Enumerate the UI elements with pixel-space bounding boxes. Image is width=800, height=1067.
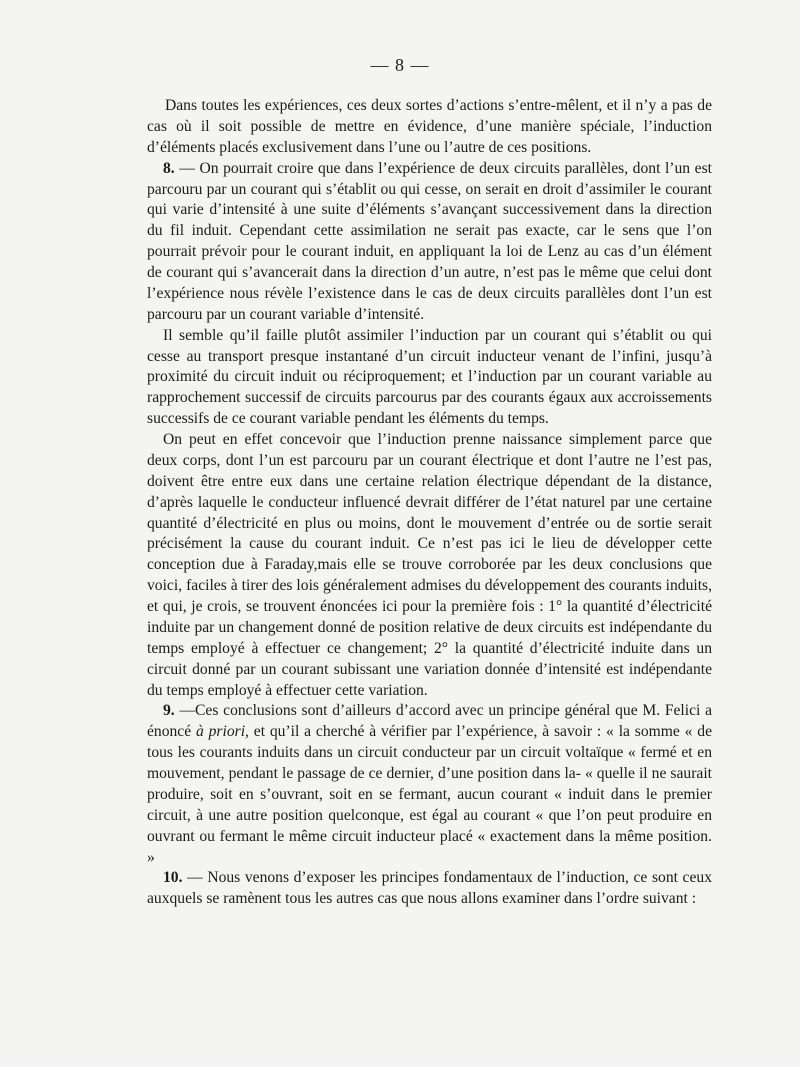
paragraph-8-conclusions (147, 430, 712, 701)
body-text (147, 96, 712, 910)
paragraph-text: — Nous venons d’exposer les principes fondamentaux de l’induction, ce sont ceux auxquels se ramènent tous les autres cas que nous allons examiner dans l’ordre suivant : (147, 869, 712, 908)
paragraph-text: — On pourrait croire que dans l’expérience de deux circuits parallèles, dont l’un est parcouru par un courant qui s’établit ou qui cesse, on serait en droit d’assimiler le courant qui varie d’intensité à une suite d’éléments s’avançant successivement dans la direction du fil induit. Cependant cette assimilation ne serait pas exacte, car le sens que l’on pourrait prévoir pour le courant induit, en appliquant la loi de Lenz au cas d’un élément de courant qui s’avancerait dans la direction d’un autre, n’est pas le même que celui dont l’expérience nous révèle l’existence dans le cas de deux circuits parallèles dont l’un est parcouru par un courant variable d’intensité. (147, 159, 712, 323)
paragraph-number: 9. (163, 702, 175, 720)
paragraph-8 (147, 159, 712, 326)
paragraph-text: On peut en effet concevoir que l’induction prenne naissance simplement parce que deux corps, dont l’un est parcouru par un courant électrique et dont l’autre ne l’est pas, doivent être entre eux dans une certaine relation électrique dépendant de la distance, d’après laquelle le conducteur influencé devrait différer de l’état naturel par une certaine quantité d’électricité en plus ou moins, dont le mouvement d’entrée ou de sortie serait précisément la cause du courant induit. Ce n’est pas ici le lieu de développer cette conception due à Faraday,mais elle se trouve corroborée par les deux conclusions que voici, faciles à tirer des lois généralement admises du développement des courants induits, et qui, je crois, se trouvent énoncées ici pour la première fois : 1° la quantité d’électricité induite par un changement donné de position relative de deux circuits est indépendante du temps employé à effectuer ce changement; 2° la quantité d’électricité induite dans un circuit donné par un courant subissant une variation donnée d’intensité est indépendante du temps employé à effectuer cette variation. (147, 431, 712, 699)
paragraph-intro (147, 96, 712, 159)
paragraph-text: Il semble qu’il faille plutôt assimiler l’induction par un courant qui s’établit ou qui cesse au transport presque instantané d’un circuit inducteur venant de l’infini, jusqu’à proximité du circuit induit ou réciproquement; et l’induction par un courant variable au rapprochement successif de circuits parcourus par des courants égaux aux accroissements successifs de ce courant variable pendant les éléments du temps. (147, 326, 712, 428)
paragraph-number: 8. (163, 159, 175, 177)
paragraph-text: Dans toutes les expériences, ces deux sortes d’actions s’entre-mêlent, et il n’y a pas de cas où il soit possible de mettre en évidence, d’une manière spéciale, l’induction d’éléments placés exclusivement dans l’une ou l’autre de ces positions. (147, 97, 712, 156)
paragraph-text-quote: et qu’il a cherché à vérifier par l’expérience, à savoir : « la somme « de tous les courants induits dans un circuit conducteur par un circuit voltaïque « fermé et en mouvement, pendant le passage de ce dernier, d’une position dans la- « quelle il ne saurait produire, soit en s’ouvrant, soit en se fermant, aucun courant « induit dans le premier circuit, à une autre position quelconque, est égal au courant « que l’on peut produire en ouvrant ou fermant le même circuit inducteur placé « exactement dans la même position. » (147, 723, 713, 866)
paragraph-9 (147, 701, 712, 868)
paragraph-8-continued (147, 326, 712, 430)
paragraph-text: —Ces conclusions sont d’ailleurs d’accord avec un principe général que M. Felici a énoncé (147, 702, 712, 741)
italic-term: à priori, (196, 723, 249, 741)
paragraph-number: 10. (163, 869, 183, 887)
page-number: — 8 — (370, 55, 430, 75)
paragraph-10 (147, 868, 712, 910)
